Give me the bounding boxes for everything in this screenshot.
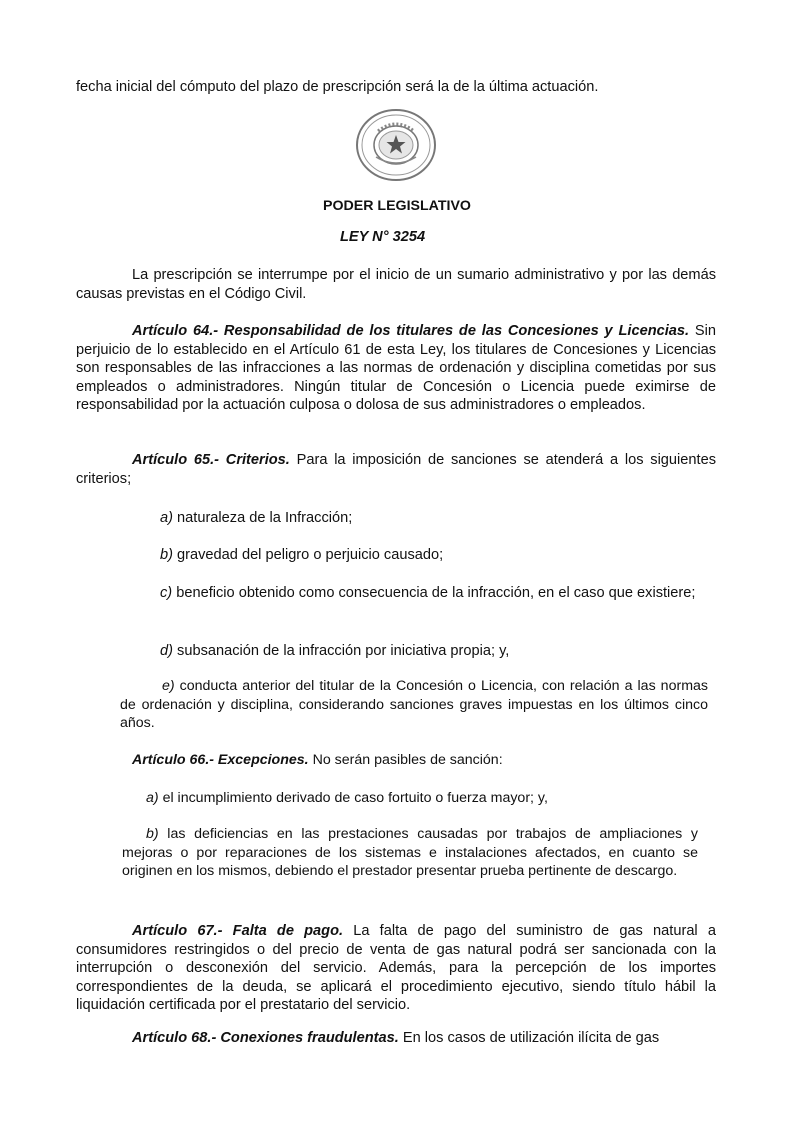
article-64-text: Sin perjuicio de lo establecido en el Artículo 61 de esta Ley, los titulares de Concesiones y Licencias son responsables de las infracciones a las normas de ordenación y disciplina cometidas por sus empleados o administradores. Ningún titular de Concesión o Licencia puede eximirse de responsabilidad por la actuación culposa o dolosa de sus administradores o empleados. bbox=[76, 323, 716, 414]
article-67 bbox=[76, 922, 716, 1015]
article-64-title: Artículo 64.- Responsabilidad de los titulares de las Concesiones y Licencias. bbox=[132, 323, 690, 339]
article-68-title: Artículo 68.- Conexiones fraudulentas. bbox=[132, 1030, 399, 1046]
article-66-title: Artículo 66.- Excepciones. bbox=[132, 752, 309, 768]
heading-poder-legislativo: PODER LEGISLATIVO bbox=[323, 198, 471, 214]
criterion-e: e) conducta anterior del titular de la Concesión o Licencia, con relación a las normas de ordenación y disciplina, considerando sanciones graves impuestas en los últimos cinco años. bbox=[120, 678, 708, 732]
continuation-line: fecha inicial del cómputo del plazo de prescripción será la de la última actuación. bbox=[76, 79, 599, 95]
article-64 bbox=[76, 322, 716, 415]
article-66-text: No serán pasibles de sanción: bbox=[308, 752, 503, 768]
criterion-a: a) naturaleza de la Infracción; bbox=[160, 510, 353, 526]
article-67-text: La falta de pago del suministro de gas natural a consumidores restringidos o del precio de venta de gas natural podrá ser sancionada con la interrupción o desconexión del servicio. Además, para la percepción de los importes correspondientes de la deuda, se aplicará el procedimiento ejecutivo, siendo título hábil la liquidación certificada por el prestatario del servicio. bbox=[76, 923, 716, 1014]
criterion-c: c) beneficio obtenido como consecuencia de la infracción, en el caso que existiere; bbox=[160, 585, 696, 601]
exception-a: a) el incumplimiento derivado de caso fortuito o fuerza mayor; y, bbox=[146, 790, 548, 806]
national-seal-icon bbox=[354, 107, 438, 183]
heading-law-number: LEY N° 3254 bbox=[340, 229, 426, 245]
article-67-title: Artículo 67.- Falta de pago. bbox=[132, 923, 344, 939]
exception-b: b) las deficiencias en las prestaciones causadas por trabajos de ampliaciones y mejoras o por reparaciones de los sistemas e instalaciones afectados, en cuanto se originen en los mismos, debiendo el prestador presentar prueba pertinente de descargo. bbox=[122, 826, 698, 880]
article-65-title: Artículo 65.- Criterios. bbox=[132, 452, 290, 468]
article-68-text: En los casos de utilización ilícita de gas bbox=[398, 1030, 660, 1046]
article-65-text: Para la imposición de sanciones se atenderá a los siguientes criterios; bbox=[76, 452, 716, 487]
paragraph-prescripcion: La prescripción se interrumpe por el inicio de un sumario administrativo y por las demás causas previstas en el Código Civil. bbox=[76, 267, 716, 302]
article-65 bbox=[76, 451, 716, 488]
criterion-d: d) subsanación de la infracción por iniciativa propia; y, bbox=[160, 643, 510, 659]
article-68 bbox=[76, 1029, 716, 1048]
article-66 bbox=[132, 751, 716, 770]
criterion-b: b) gravedad del peligro o perjuicio causado; bbox=[160, 547, 444, 563]
